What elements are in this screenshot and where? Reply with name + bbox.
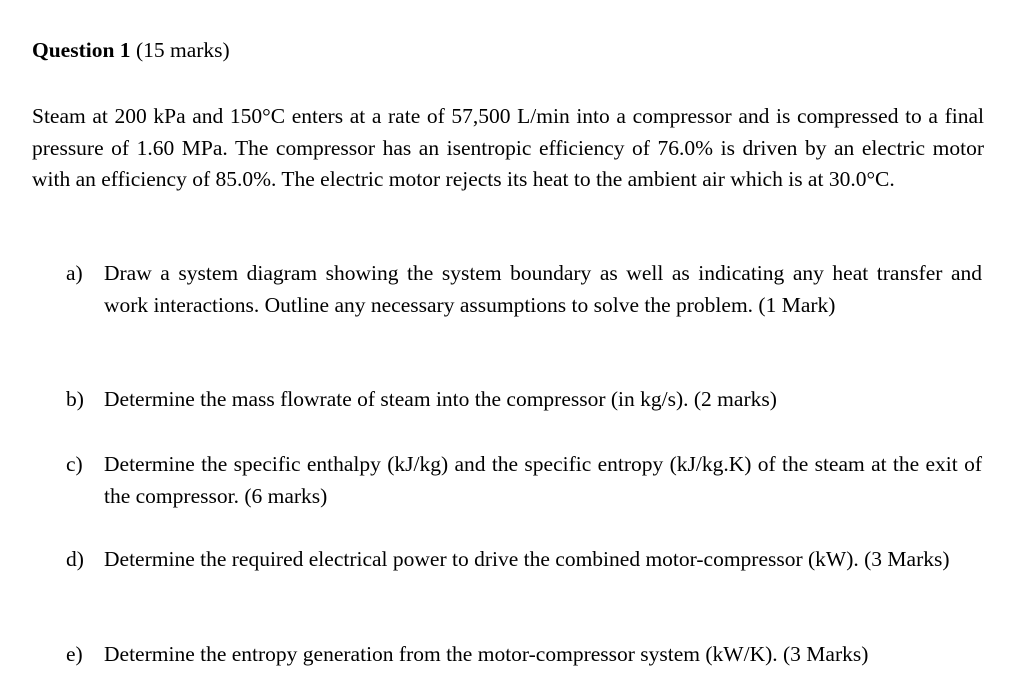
question-number: Question 1 [32, 38, 131, 62]
question-part-e [66, 639, 982, 671]
part-letter: b) [66, 387, 84, 411]
part-letter: d) [66, 547, 84, 571]
part-text: Determine the specific enthalpy (kJ/kg) and the specific entropy (kJ/kg.K) of the steam at the exit of the compressor. (6 marks) [104, 452, 982, 508]
part-letter: a) [66, 261, 83, 285]
question-part-b [66, 384, 982, 416]
part-text: Determine the mass flowrate of steam into the compressor (in kg/s). (2 marks) [104, 387, 777, 411]
question-part-d [66, 544, 982, 576]
part-letter: e) [66, 642, 83, 666]
part-text: Determine the entropy generation from the motor-compressor system (kW/K). (3 Marks) [104, 642, 869, 666]
part-text: Draw a system diagram showing the system boundary as well as indicating any heat transfer and work interactions. Outline any necessary assumptions to solve the problem. (1 Mark) [104, 261, 982, 317]
question-marks: (15 marks) [135, 38, 230, 62]
question-intro: Steam at 200 kPa and 150°C enters at a rate of 57,500 L/min into a compressor and is compressed to a final pressure of 1.60 MPa. The compressor has an isentropic efficiency of 76.0% is driven by an electric motor with an efficiency of 85.0%. The electric motor rejects its heat to the ambient air which is at 30.0°C. [32, 104, 984, 191]
part-letter: c) [66, 452, 83, 476]
question-part-c [66, 449, 982, 512]
question-heading [32, 36, 230, 64]
question-part-a [66, 258, 982, 321]
part-text: Determine the required electrical power to drive the combined motor-compressor (kW). (3 Marks) [104, 547, 950, 571]
